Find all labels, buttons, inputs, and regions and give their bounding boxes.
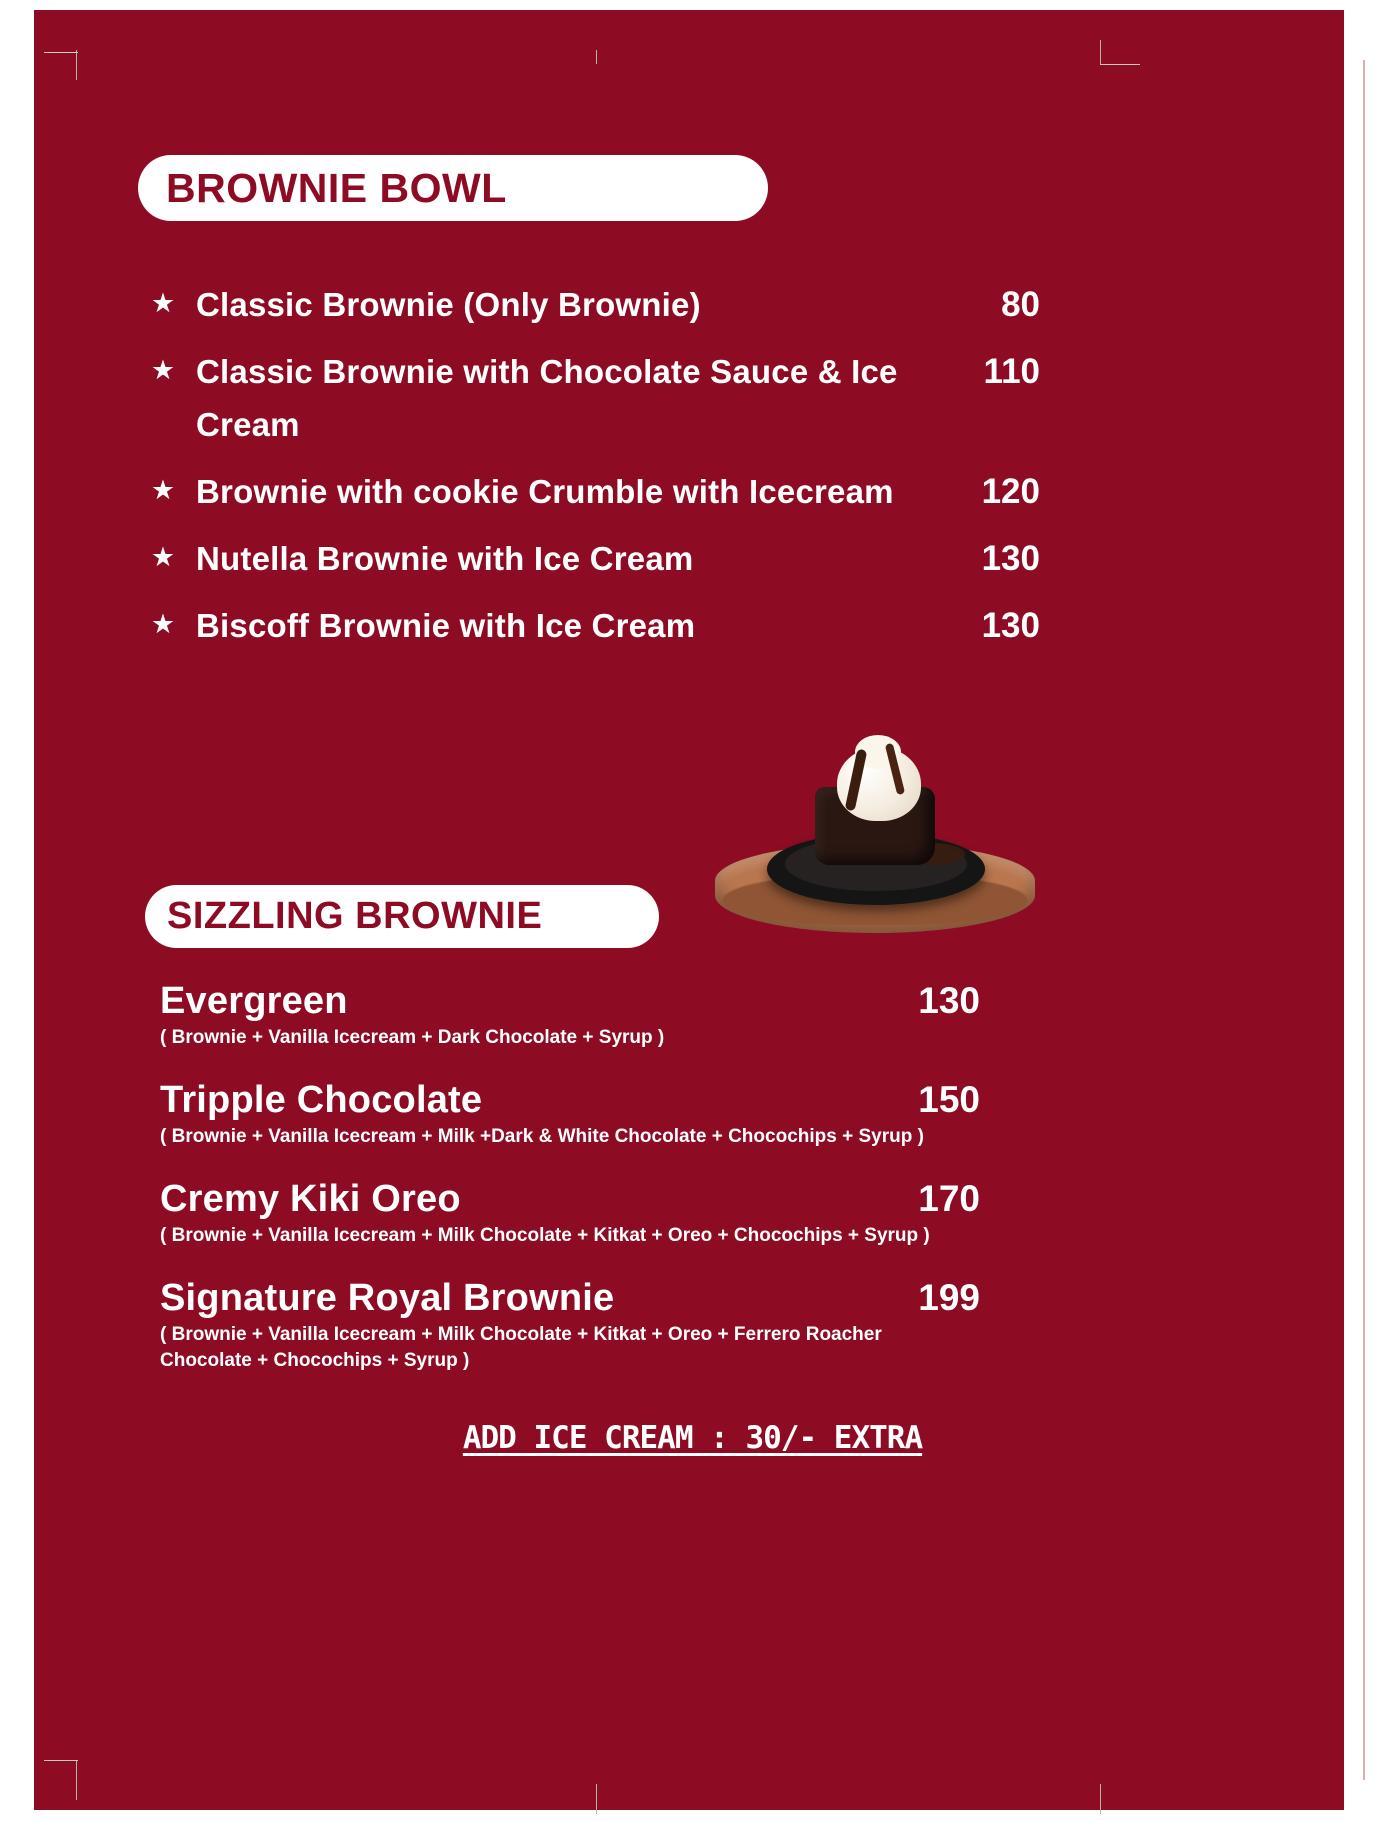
item-name: Tripple Chocolate [160, 1079, 483, 1121]
item-price: 120 [981, 472, 1040, 511]
list-item [160, 1277, 980, 1374]
item-name: Cremy Kiki Oreo [160, 1178, 461, 1220]
list-item [160, 980, 980, 1051]
crop-mark-bottom-center [596, 1784, 597, 1814]
item-price: 130 [981, 539, 1040, 578]
crop-mark-top-right [1100, 40, 1101, 64]
crop-mark-left-bottom [44, 1760, 78, 1761]
item-description: ( Brownie + Vanilla Icecream + Milk +Dark & White Chocolate + Chocochips + Syrup ) [160, 1126, 924, 1147]
sizzling-brownie-photo [705, 725, 1045, 950]
list-item [130, 465, 1060, 518]
brownie-bowl-list [130, 278, 1060, 666]
item-header [160, 1277, 980, 1320]
item-price: 170 [918, 1178, 980, 1219]
item-price: 199 [918, 1277, 980, 1318]
item-name: Nutella Brownie with Ice Cream [196, 540, 694, 577]
crop-mark-right-top [1100, 64, 1140, 65]
item-name: Signature Royal Brownie [160, 1277, 615, 1319]
sizzling-brownie-list [160, 980, 980, 1402]
item-description: ( Brownie + Vanilla Icecream + Milk Chocolate + Kitkat + Oreo + Chocochips + Syrup ) [160, 1225, 930, 1246]
item-price: 150 [918, 1079, 980, 1120]
list-item [130, 278, 1060, 331]
item-price: 80 [1001, 285, 1040, 324]
item-description: ( Brownie + Vanilla Icecream + Milk Chocolate + Kitkat + Oreo + Ferrero Roacher Chocolate + Chocochips + Syrup ) [160, 1324, 882, 1371]
star-icon: ★ [150, 609, 176, 639]
list-item [160, 1178, 980, 1249]
star-icon: ★ [150, 542, 176, 572]
star-icon: ★ [150, 355, 176, 385]
crop-mark-bottom-left [76, 1760, 77, 1800]
section-title-sizzling-brownie: SIZZLING BROWNIE [145, 885, 659, 948]
item-name: Evergreen [160, 980, 348, 1022]
add-ice-cream-note: ADD ICE CREAM : 30/- EXTRA [462, 1420, 923, 1456]
list-item [130, 345, 1060, 451]
star-icon: ★ [150, 288, 176, 318]
item-price: 110 [983, 352, 1040, 391]
item-header [160, 1178, 980, 1221]
item-name: Classic Brownie (Only Brownie) [196, 286, 701, 323]
item-name: Brownie with cookie Crumble with Icecream [196, 473, 894, 510]
item-price: 130 [918, 980, 980, 1021]
crop-mark-top-center [596, 50, 597, 64]
section-title-brownie-bowl: BROWNIE BOWL [138, 155, 768, 221]
crop-mark-right [1363, 60, 1365, 1780]
crop-mark-bottom-right [1100, 1784, 1101, 1814]
list-item [160, 1079, 980, 1150]
crop-mark-top-left [76, 50, 77, 80]
star-icon: ★ [150, 475, 176, 505]
item-header [160, 980, 980, 1023]
item-header [160, 1079, 980, 1122]
item-description: ( Brownie + Vanilla Icecream + Dark Chocolate + Syrup ) [160, 1027, 665, 1048]
crop-mark-left-top [44, 52, 78, 53]
item-name: Biscoff Brownie with Ice Cream [196, 607, 696, 644]
item-name: Classic Brownie with Chocolate Sauce & Ice Cream [196, 353, 898, 443]
list-item [130, 532, 1060, 585]
item-price: 130 [981, 606, 1040, 645]
list-item [130, 599, 1060, 652]
